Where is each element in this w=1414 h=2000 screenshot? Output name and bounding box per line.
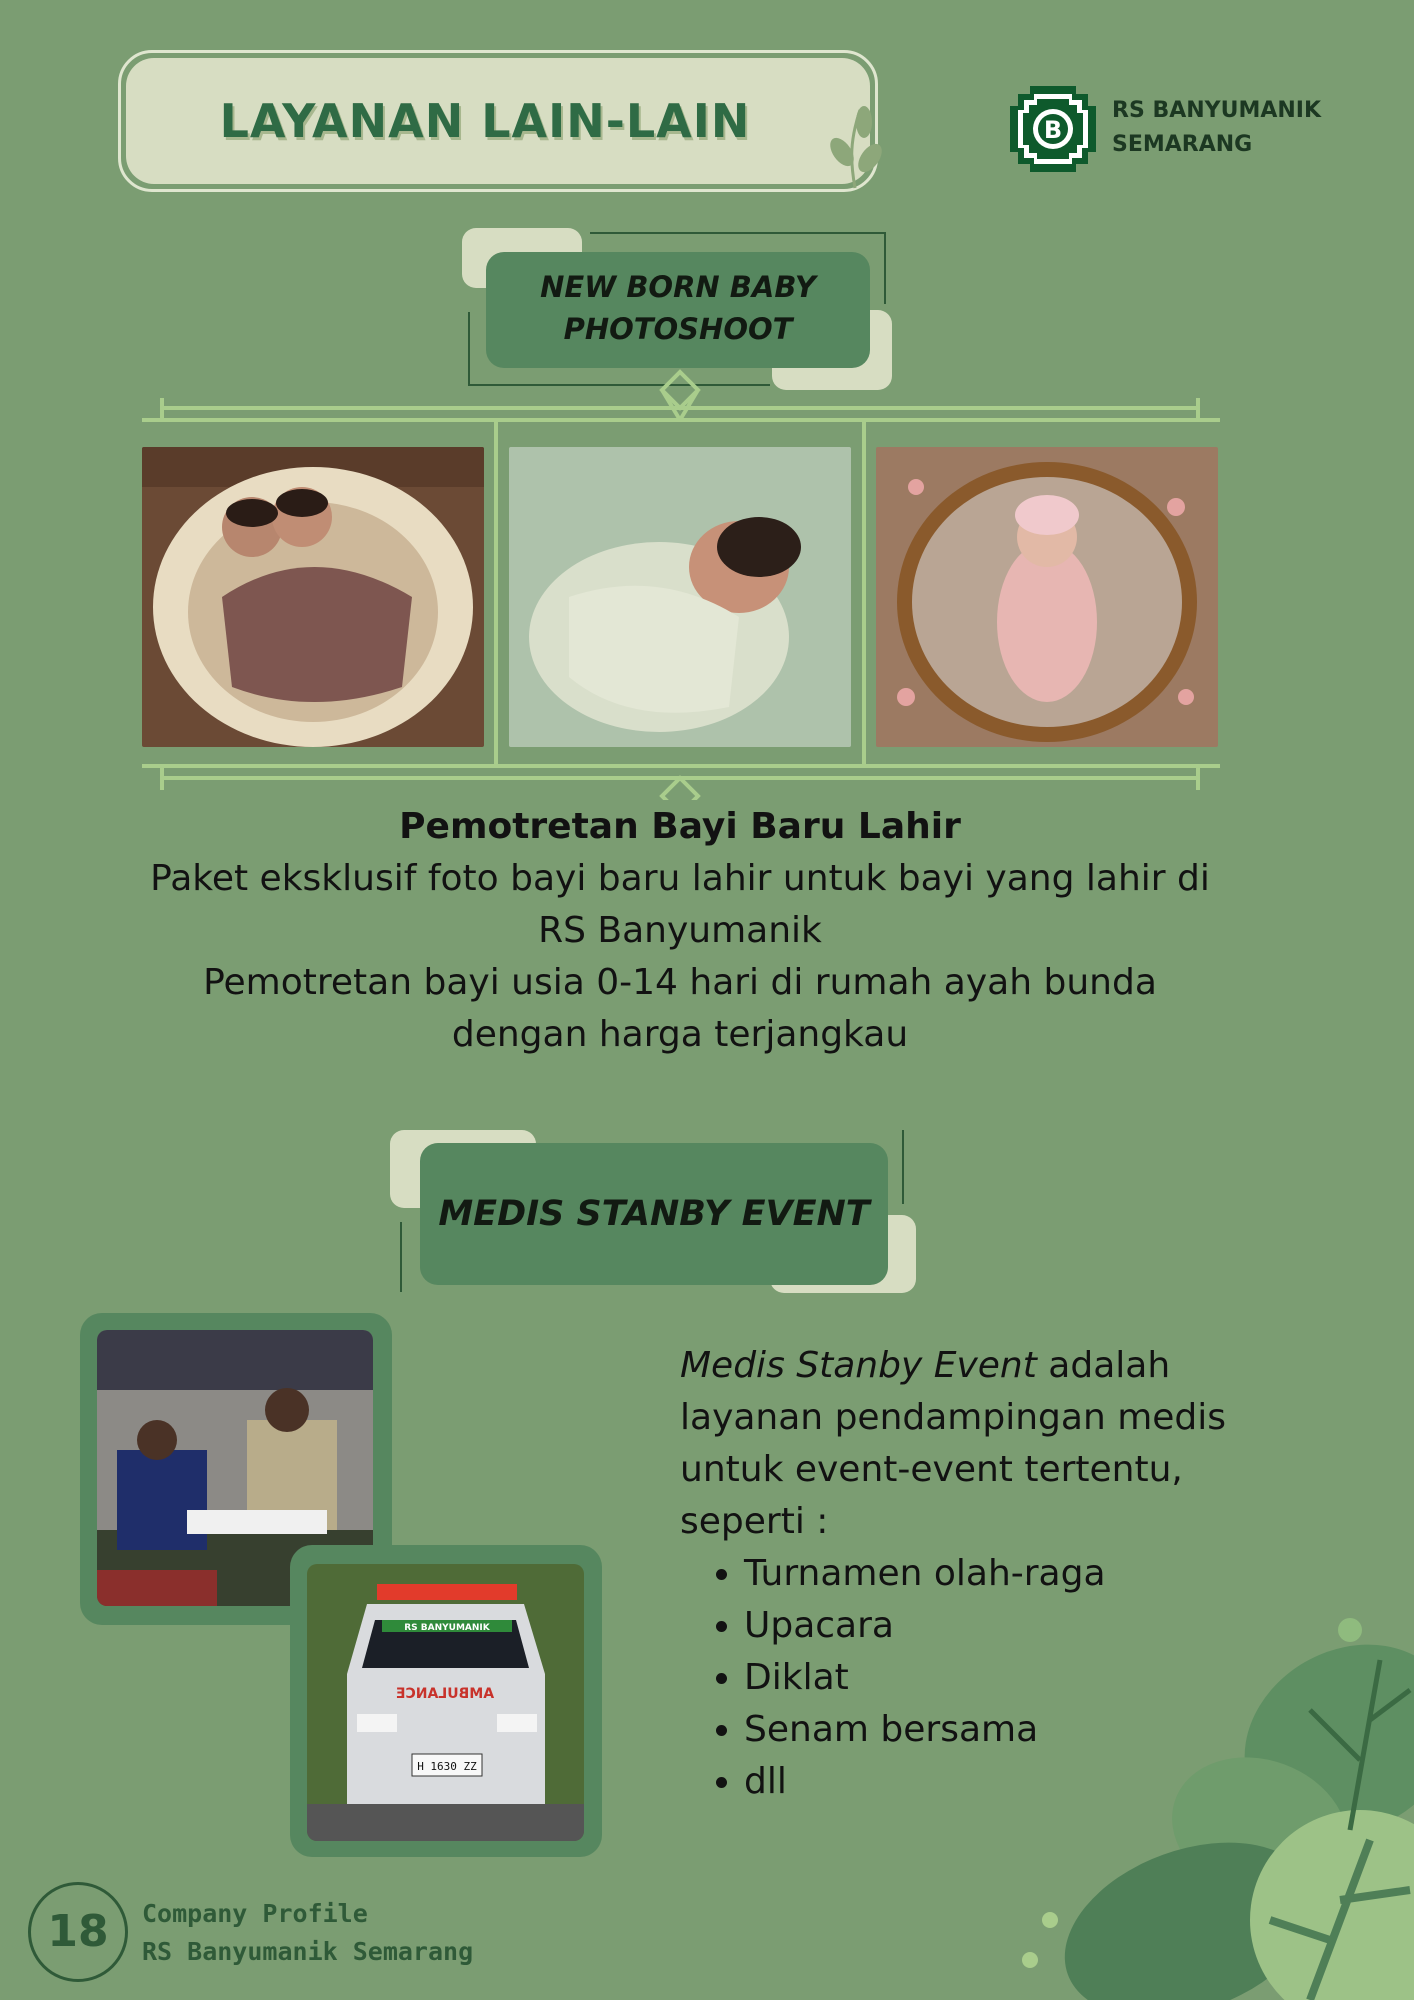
ambulance-banner: RS BANYUMANIK (404, 1623, 490, 1633)
newborn-header-text: NEW BORN BABY PHOTOSHOOT (540, 270, 816, 346)
photo-baby-in-basket (876, 447, 1218, 747)
medis-header-text: MEDIS STANBY EVENT (438, 1194, 870, 1234)
page-number: 18 (47, 1906, 109, 1957)
description-line: RS Banyumanik (538, 910, 822, 951)
newborn-description (140, 853, 1220, 1061)
ambulance-label: AMBULANCE (395, 1686, 495, 1702)
footer-line-1: Company Profile (142, 1899, 368, 1928)
list-item: • Turnamen olah-raga (744, 1548, 1280, 1600)
list-item: • Upacara (744, 1600, 1280, 1652)
header-line (902, 1130, 904, 1204)
footer-caption (142, 1895, 473, 1971)
list-item: • Diklat (744, 1652, 1280, 1704)
photo-wrapped-baby (509, 447, 851, 747)
monstera-leaf-decoration (1010, 1600, 1414, 2000)
license-plate: H 1630 ZZ (417, 1760, 477, 1773)
footer-line-2: RS Banyumanik Semarang (142, 1937, 474, 1966)
brand-line-2: SEMARANG (1112, 132, 1253, 157)
list-item: • Senam bersama (744, 1704, 1280, 1756)
photo-ambulance (307, 1564, 584, 1841)
description-line: dengan harga terjangkau (451, 1014, 909, 1055)
description-line: Pemotretan bayi usia 0-14 hari di rumah ayah bunda (203, 962, 1157, 1003)
medis-intro: Medis Stanby Event adalah layanan pendampingan medis untuk event-event tertentu, seperti : (680, 1345, 1227, 1542)
leaf-icon (820, 100, 890, 190)
brand-line-1: RS BANYUMANIK (1112, 98, 1322, 123)
page-title: LAYANAN LAIN-LAIN (219, 94, 751, 148)
newborn-heading: Pemotretan Bayi Baru Lahir (399, 806, 961, 847)
hospital-logo (1010, 86, 1096, 172)
logo-letter: B (1043, 116, 1063, 144)
description-line: Paket eksklusif foto bayi baru lahir untuk bayi yang lahir di (150, 858, 1210, 899)
photo-twin-babies (142, 447, 484, 747)
brand-name (1112, 94, 1342, 162)
header-line (400, 1222, 402, 1292)
list-item: • dll (744, 1756, 1280, 1808)
